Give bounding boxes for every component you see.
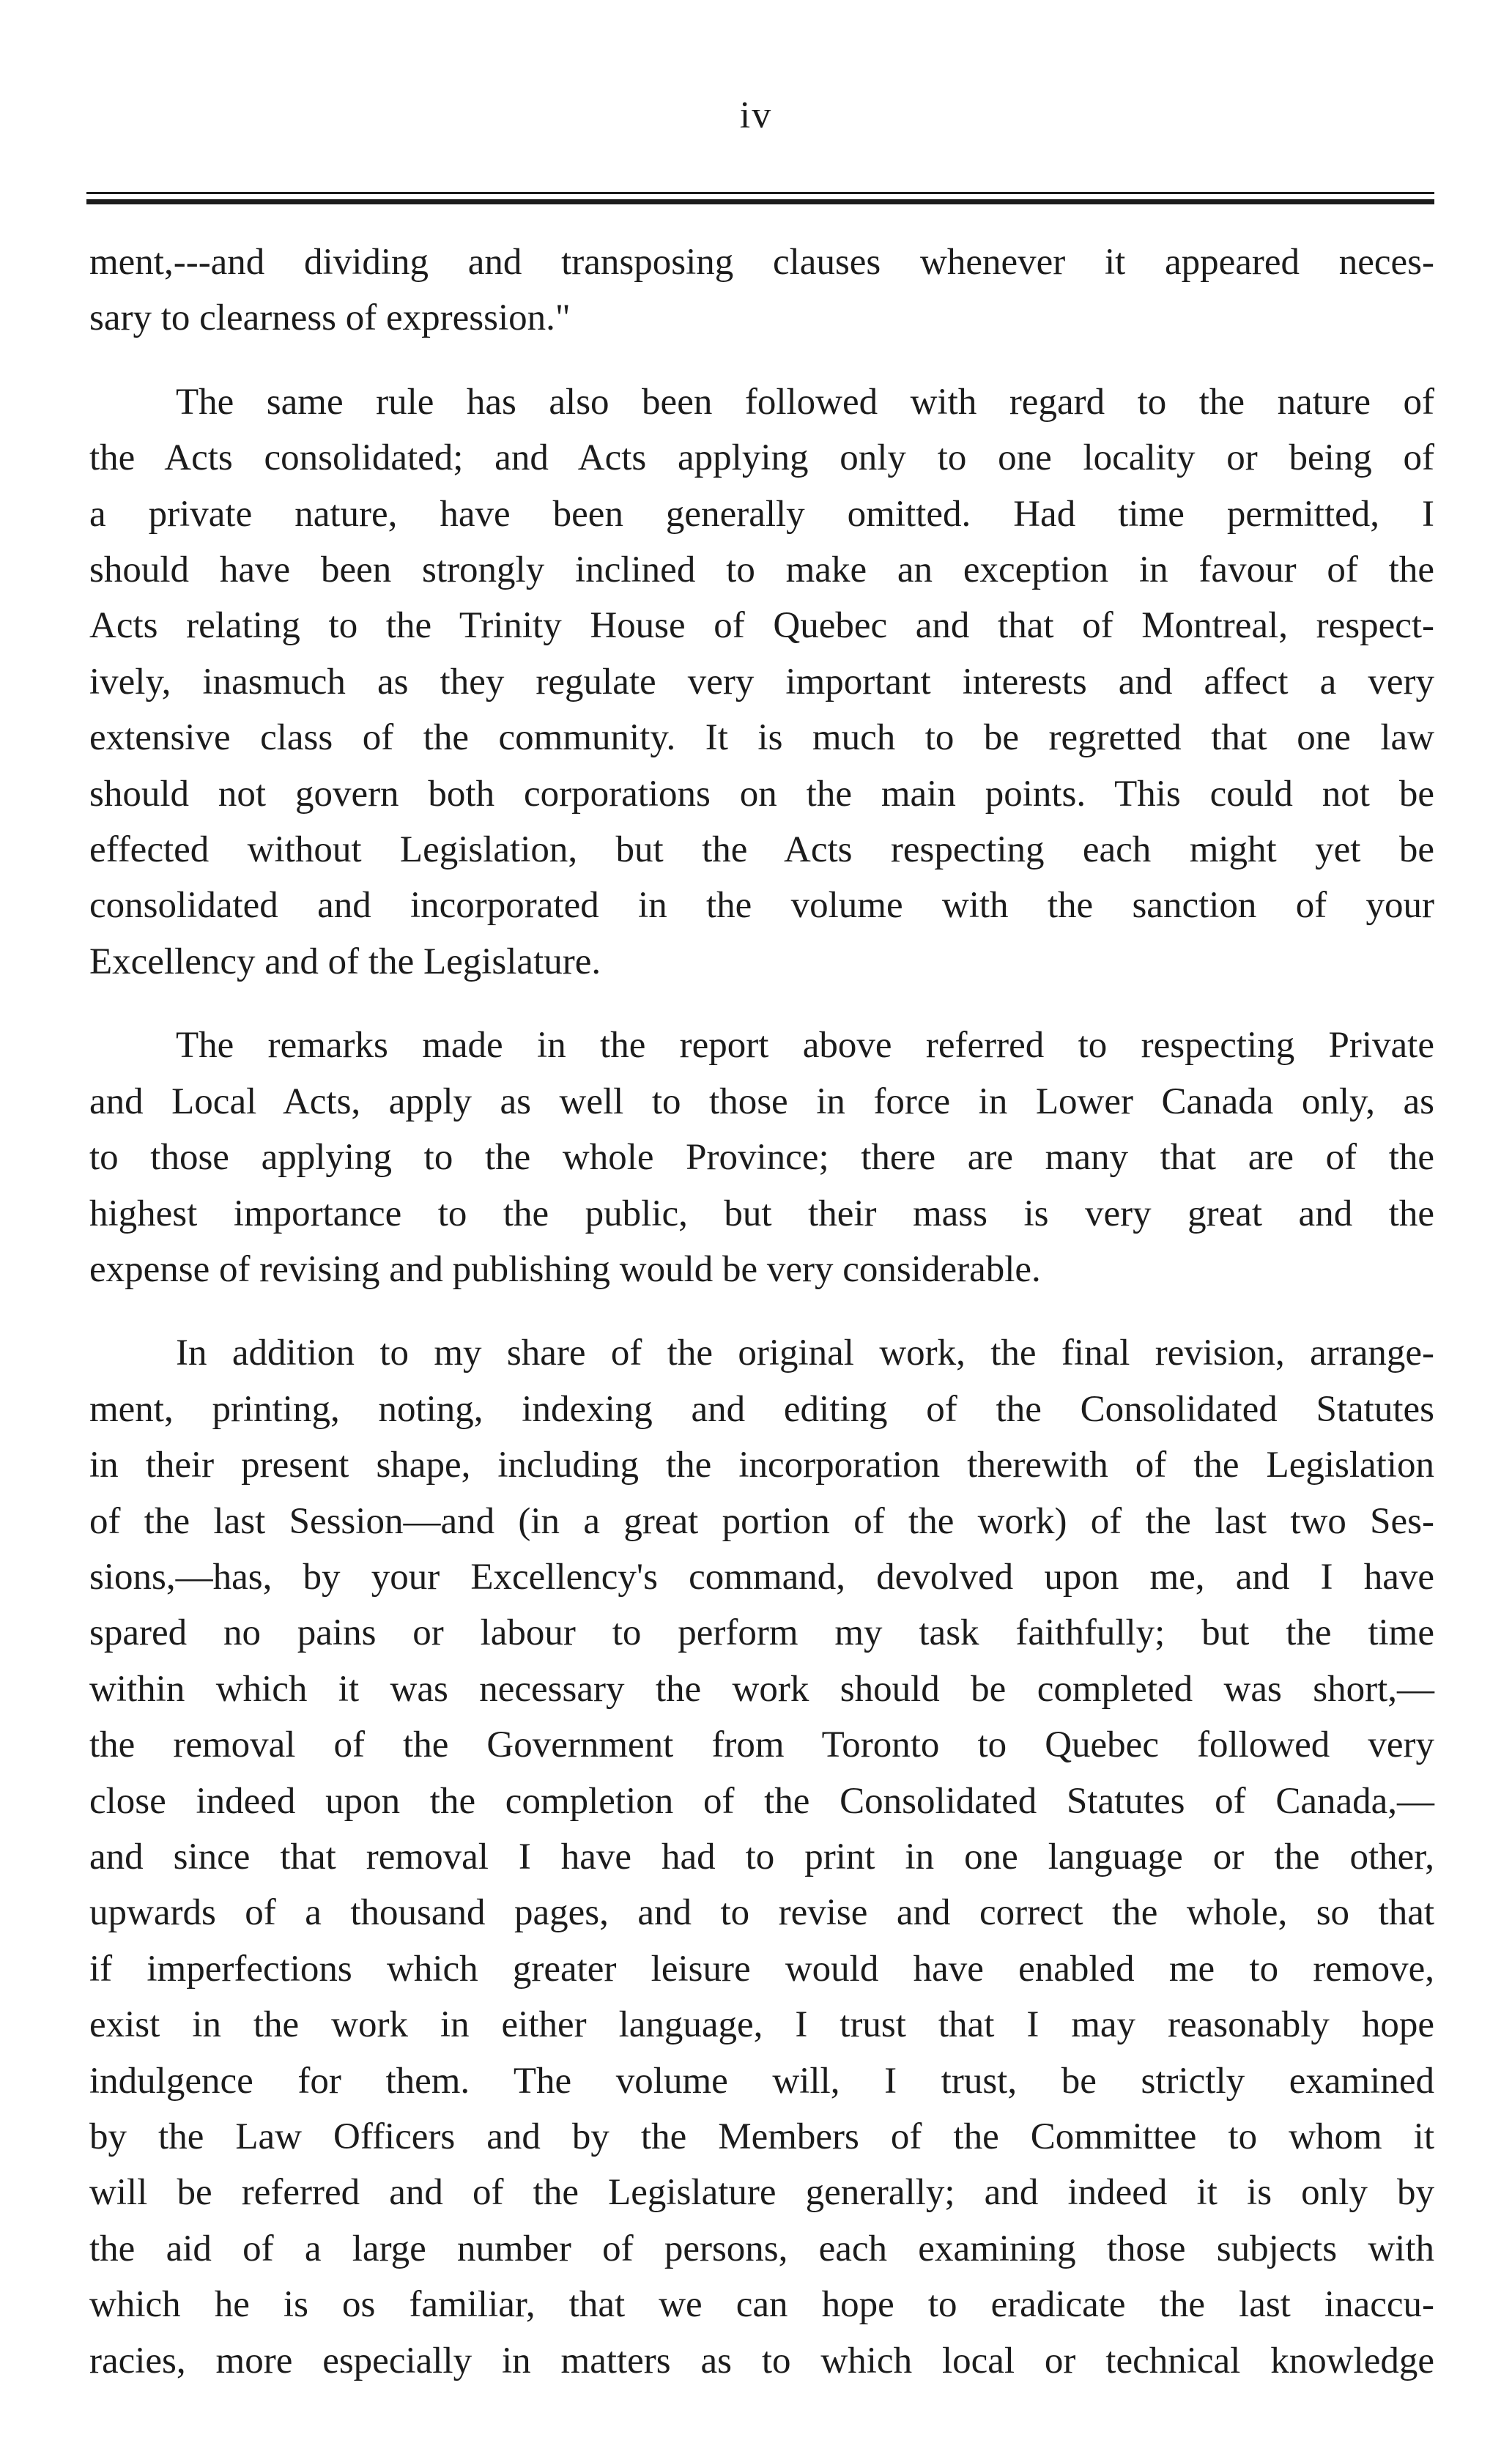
text-line: The same rule has also been followed with regard to the nature of <box>176 381 1434 423</box>
header-rule-thick <box>86 199 1434 204</box>
text-line: The remarks made in the report above referred to respecting Private <box>176 1025 1434 1067</box>
text-line: highest importance to the public, but their mass is very great and the <box>89 1193 1434 1234</box>
text-line: upwards of a thousand pages, and to revise and correct the whole, so that <box>89 1892 1434 1934</box>
text-line: if imperfections which greater leisure would have enabled me to remove, <box>89 1948 1434 1990</box>
text-line: In addition to my share of the original work, the final revision, arrange- <box>176 1332 1434 1374</box>
text-line: the Acts consolidated; and Acts applying only to one locality or being of <box>89 437 1434 479</box>
paragraph-continuation <box>89 234 1434 346</box>
text-line: sary to clearness of expression." <box>89 297 571 339</box>
text-line: and Local Acts, apply as well to those in force in Lower Canada only, as <box>89 1080 1434 1122</box>
text-line: will be referred and of the Legislature generally; and indeed it is only by <box>89 2172 1434 2214</box>
page-number: iv <box>739 94 773 136</box>
text-line: by the Law Officers and by the Members of the Committee to whom it <box>89 2116 1434 2157</box>
text-line: exist in the work in either language, I trust that I may reasonably hope <box>89 2004 1434 2046</box>
paragraph-remarks <box>89 1017 1434 1297</box>
text-line: ment, printing, noting, indexing and editing of the Consolidated Statutes <box>89 1388 1434 1430</box>
text-line: to those applying to the whole Province; there are many that are of the <box>89 1137 1434 1179</box>
paragraph-same-rule <box>89 374 1434 990</box>
text-line: racies, more especially in matters as to which local or technical knowledge <box>89 2340 1434 2381</box>
text-line: of the last Session—and (in a great portion of the work) of the last two Ses- <box>89 1500 1434 1542</box>
text-line: expense of revising and publishing would be very considerable. <box>89 1248 1041 1290</box>
text-line: indulgence for them. The volume will, I trust, be strictly examined <box>89 2060 1434 2102</box>
text-line: extensive class of the community. It is much to be regretted that one law <box>89 717 1434 759</box>
text-line: the removal of the Government from Toronto to Quebec followed very <box>89 1724 1434 1766</box>
text-line: and since that removal I have had to print in one language or the other, <box>89 1836 1434 1877</box>
text-line: which he is os familiar, that we can hope to eradicate the last inaccu- <box>89 2284 1434 2326</box>
text-line: within which it was necessary the work should be completed was short,— <box>89 1668 1434 1710</box>
header-rule-thin <box>86 192 1434 194</box>
text-line: effected without Legislation, but the Acts respecting each might yet be <box>89 829 1434 871</box>
text-line: the aid of a large number of persons, each examining those subjects with <box>89 2228 1434 2269</box>
text-line: consolidated and incorporated in the volume with the sanction of your <box>89 885 1434 927</box>
text-line: ment,---and dividing and transposing clauses whenever it appeared neces- <box>89 242 1434 283</box>
text-line: close indeed upon the completion of the Consolidated Statutes of Canada,— <box>89 1780 1434 1822</box>
text-line: a private nature, have been generally omitted. Had time permitted, I <box>89 493 1434 535</box>
text-line: spared no pains or labour to perform my task faithfully; but the time <box>89 1612 1434 1654</box>
text-line: in their present shape, including the incorporation therewith of the Legislation <box>89 1445 1434 1486</box>
paragraph-addition <box>89 1325 1434 2389</box>
text-line: Acts relating to the Trinity House of Quebec and that of Montreal, respect- <box>89 605 1434 647</box>
text-line: sions,—has, by your Excellency's command, devolved upon me, and I have <box>89 1556 1434 1598</box>
text-line: should have been strongly inclined to make an exception in favour of the <box>89 549 1434 591</box>
text-line: ively, inasmuch as they regulate very important interests and affect a very <box>89 661 1434 703</box>
text-line: Excellency and of the Legislature. <box>89 941 601 982</box>
body-text <box>89 234 1434 2389</box>
text-line: should not govern both corporations on the main points. This could not be <box>89 773 1434 815</box>
